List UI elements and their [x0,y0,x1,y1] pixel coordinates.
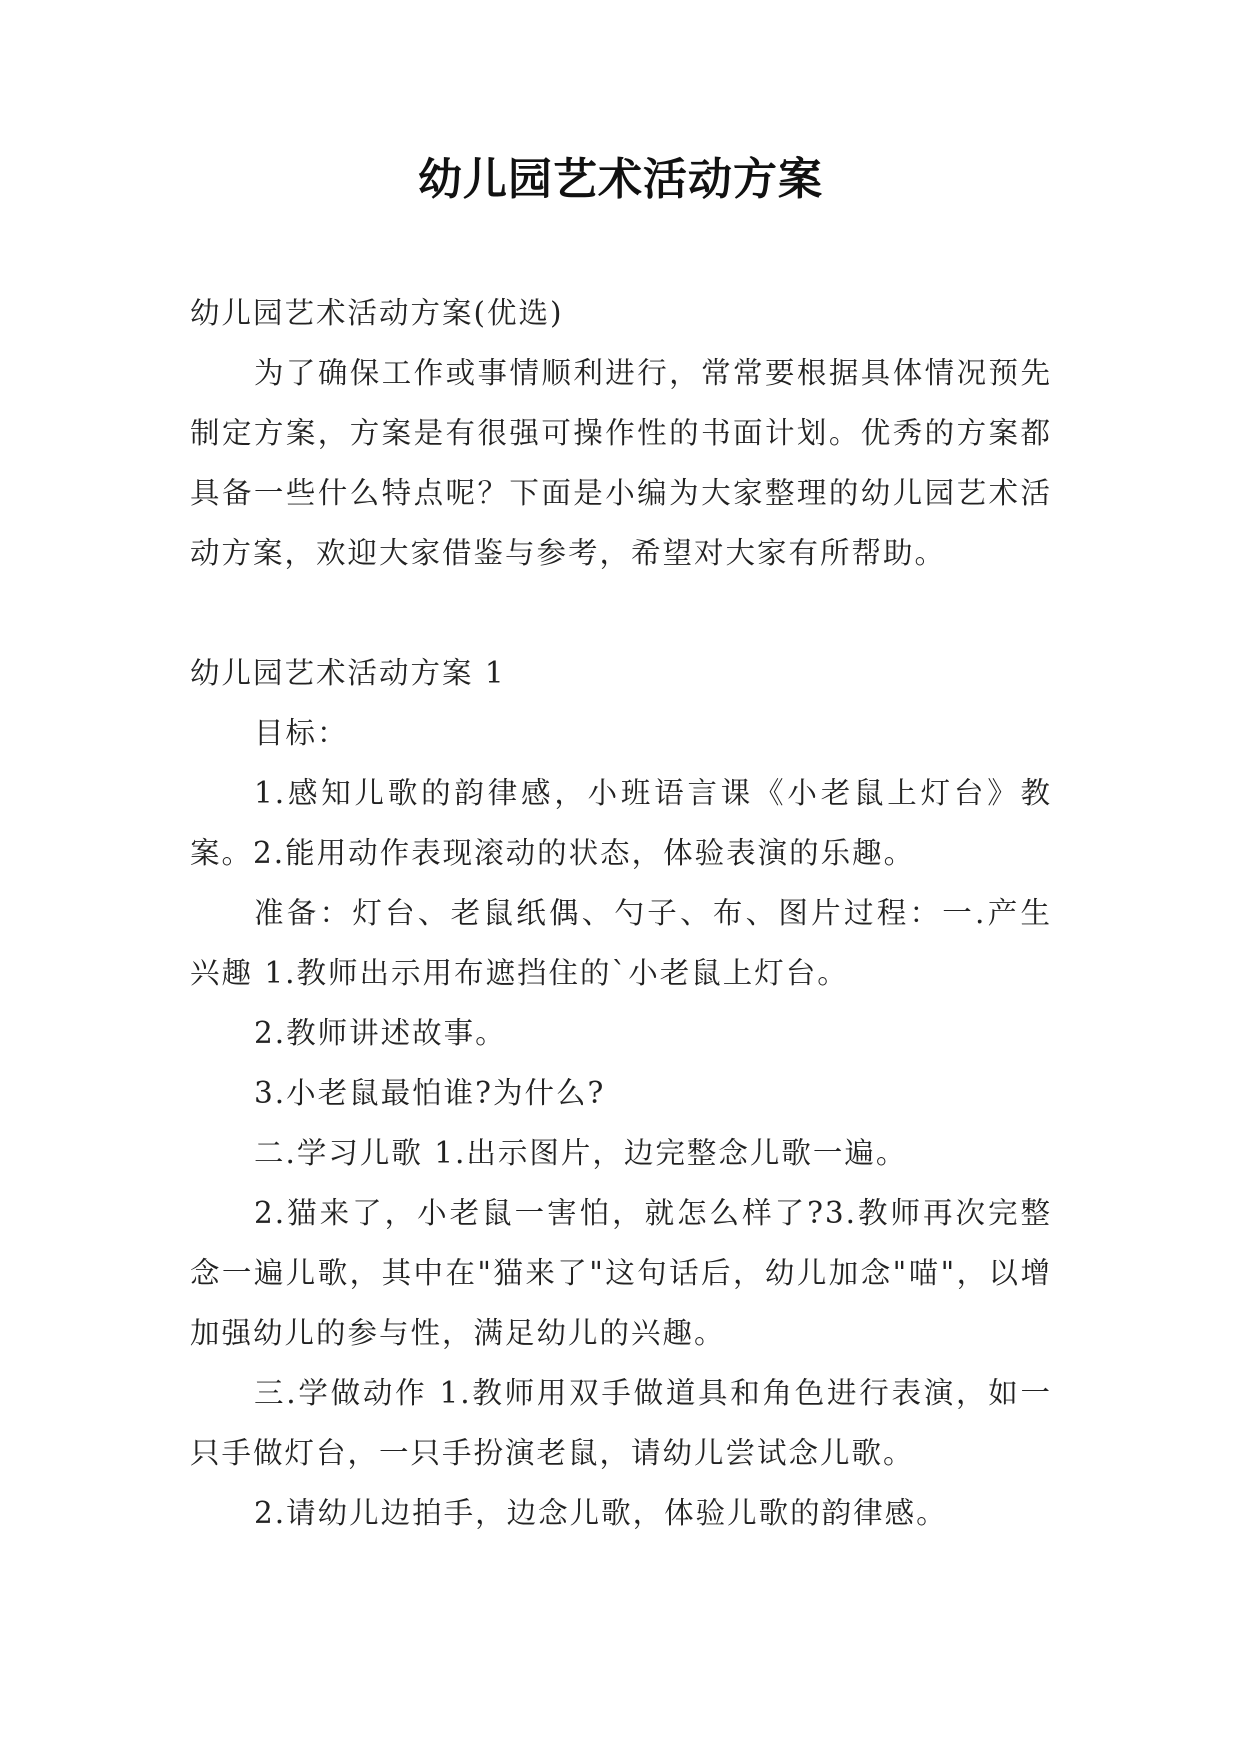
subtitle-line: 幼儿园艺术活动方案(优选) [190,296,564,330]
paragraph-step-question: 3.小老鼠最怕谁?为什么? [254,1076,606,1110]
document-body [190,283,1052,1543]
paragraph-goals: 1.感知儿歌的韵律感，小班语言课《小老鼠上灯台》教案。2.能用动作表现滚动的状态，体验表演的乐趣。 [190,776,1052,870]
paragraph-learn-rhyme: 二.学习儿歌 1.出示图片，边完整念儿歌一遍。 [254,1136,908,1170]
paragraph-preparation: 准备：灯台、老鼠纸偶、勺子、布、图片过程：一.产生兴趣 1.教师出示用布遮挡住的`小老鼠上灯台。 [190,896,1052,990]
paragraph-goal-label: 目标： [254,716,349,750]
paragraph-actions: 三.学做动作 1.教师用双手做道具和角色进行表演，如一只手做灯台，一只手扮演老鼠，请幼儿尝试念儿歌。 [190,1376,1052,1470]
section-spacer [190,583,1052,643]
paragraph-clap: 2.请幼儿边拍手，边念儿歌，体验儿歌的韵律感。 [254,1496,948,1530]
paragraph-cat-comes: 2.猫来了，小老鼠一害怕，就怎么样了?3.教师再次完整念一遍儿歌，其中在"猫来了"这句话后，幼儿加念"喵"，以增加强幼儿的参与性，满足幼儿的兴趣。 [190,1196,1052,1350]
section-heading: 幼儿园艺术活动方案 1 [190,656,506,690]
paragraph-step-story: 2.教师讲述故事。 [254,1016,507,1050]
intro-paragraph: 为了确保工作或事情顺利进行，常常要根据具体情况预先制定方案，方案是有很强可操作性的书面计划。优秀的方案都具备一些什么特点呢？下面是小编为大家整理的幼儿园艺术活动方案，欢迎大家借鉴与参考，希望对大家有所帮助。 [190,356,1052,570]
document-title: 幼儿园艺术活动方案 [418,154,823,205]
